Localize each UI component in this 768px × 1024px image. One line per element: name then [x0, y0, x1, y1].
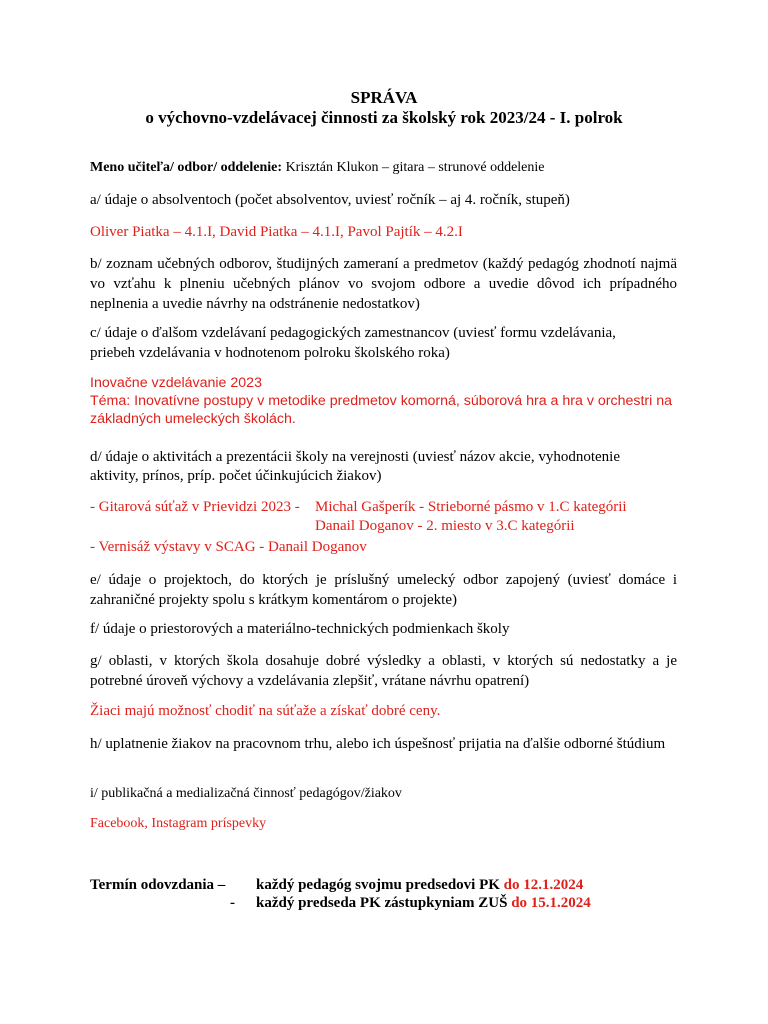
section-c-answer-line3: základných umeleckých školách.: [90, 411, 296, 427]
deadline-line2: [256, 895, 591, 912]
section-c-answer-line2: Téma: Inovatívne postupy v metodike predmetov komorná, súborová hra a hra v orchestri na: [90, 393, 672, 409]
section-i-heading: i/ publikačná a medializačná činnosť pedagógov/žiakov: [90, 786, 402, 801]
teacher-line: [90, 160, 545, 176]
section-g-heading: g/ oblasti, v ktorých škola dosahuje dobré výsledky a oblasti, v ktorých sú nedostatky a je potrebné úroveň výchovy a vzdelávania zlepšiť, vrátane návrhu opatrení): [90, 653, 677, 689]
section-a-heading: a/ údaje o absolventoch (počet absolventov, uviesť ročník – aj 4. ročník, stupeň): [90, 192, 570, 208]
section-c-heading-line2: priebeh vzdelávania v hodnotenom polroku školského roka): [90, 345, 450, 361]
section-g-answer: Žiaci majú možnosť chodiť na súťaže a získať dobré ceny.: [90, 703, 441, 719]
deadline-line1-text: každý pedagóg svojmu predsedovi PK: [256, 877, 500, 893]
section-h-heading: h/ uplatnenie žiakov na pracovnom trhu, alebo ich úspešnosť prijatia na ďalšie odborné štúdium: [90, 736, 666, 752]
section-c-answer-line1: Inovačne vzdelávanie 2023: [90, 375, 262, 391]
deadline-dash: -: [230, 895, 235, 911]
section-f-heading: f/ údaje o priestorových a materiálno-technických podmienkach školy: [90, 621, 510, 637]
section-i-answer: Facebook, Instagram príspevky: [90, 816, 267, 831]
deadline-line2-date: do 15.1.2024: [511, 895, 591, 911]
section-e-heading: e/ údaje o projektoch, do ktorých je príslušný umelecký odbor zapojený (uviesť domáce i zahraničné projekty spolu s krátkym komentárom o projekte): [90, 572, 677, 608]
deadline-line1: [256, 877, 583, 894]
section-d-event2: - Vernisáž výstavy v SCAG - Danail Doganov: [90, 539, 367, 555]
section-a-answer: Oliver Piatka – 4.1.I, David Piatka – 4.1.I, Pavol Pajtík – 4.2.I: [90, 224, 463, 240]
deadline-line2-text: každý predseda PK zástupkyniam ZUŠ: [256, 895, 508, 911]
teacher-value: Krisztán Klukon – gitara – strunové oddelenie: [285, 160, 545, 175]
report-subtitle: o výchovno-vzdelávacej činnosti za školský rok 2023/24 - I. polrok: [145, 108, 623, 127]
section-d-event1-result1: Michal Gašperík - Strieborné pásmo v 1.C kategórii: [315, 499, 627, 515]
section-d-event1-result2: Danail Doganov - 2. miesto v 3.C kategórii: [315, 518, 575, 534]
teacher-label: Meno učiteľa/ odbor/ oddelenie:: [90, 160, 283, 175]
section-d-heading-line1: d/ údaje o aktivitách a prezentácii školy na verejnosti (uviesť názov akcie, vyhodnotenie: [90, 449, 620, 465]
section-c-heading-line1: c/ údaje o ďalšom vzdelávaní pedagogických zamestnancov (uviesť formu vzdelávania,: [90, 325, 616, 341]
report-title: SPRÁVA: [350, 88, 418, 107]
deadline-label: Termín odovzdania –: [90, 877, 226, 893]
section-b-heading: b/ zoznam učebných odborov, študijných zameraní a predmetov (každý pedagóg zhodnotí najmä vo vzťahu k plneniu učebných plánov vo svojom odbore a uvedie dôvod ich prípadného neplnenia a uvedie návrhy na odstránenie nedostatkov): [90, 256, 677, 312]
section-d-heading-line2: aktivity, prínos, príp. počet účinkujúcich žiakov): [90, 468, 382, 484]
section-d-event1: - Gitarová súťaž v Prievidzi 2023 -: [90, 499, 300, 515]
deadline-line1-date: do 12.1.2024: [503, 877, 584, 893]
